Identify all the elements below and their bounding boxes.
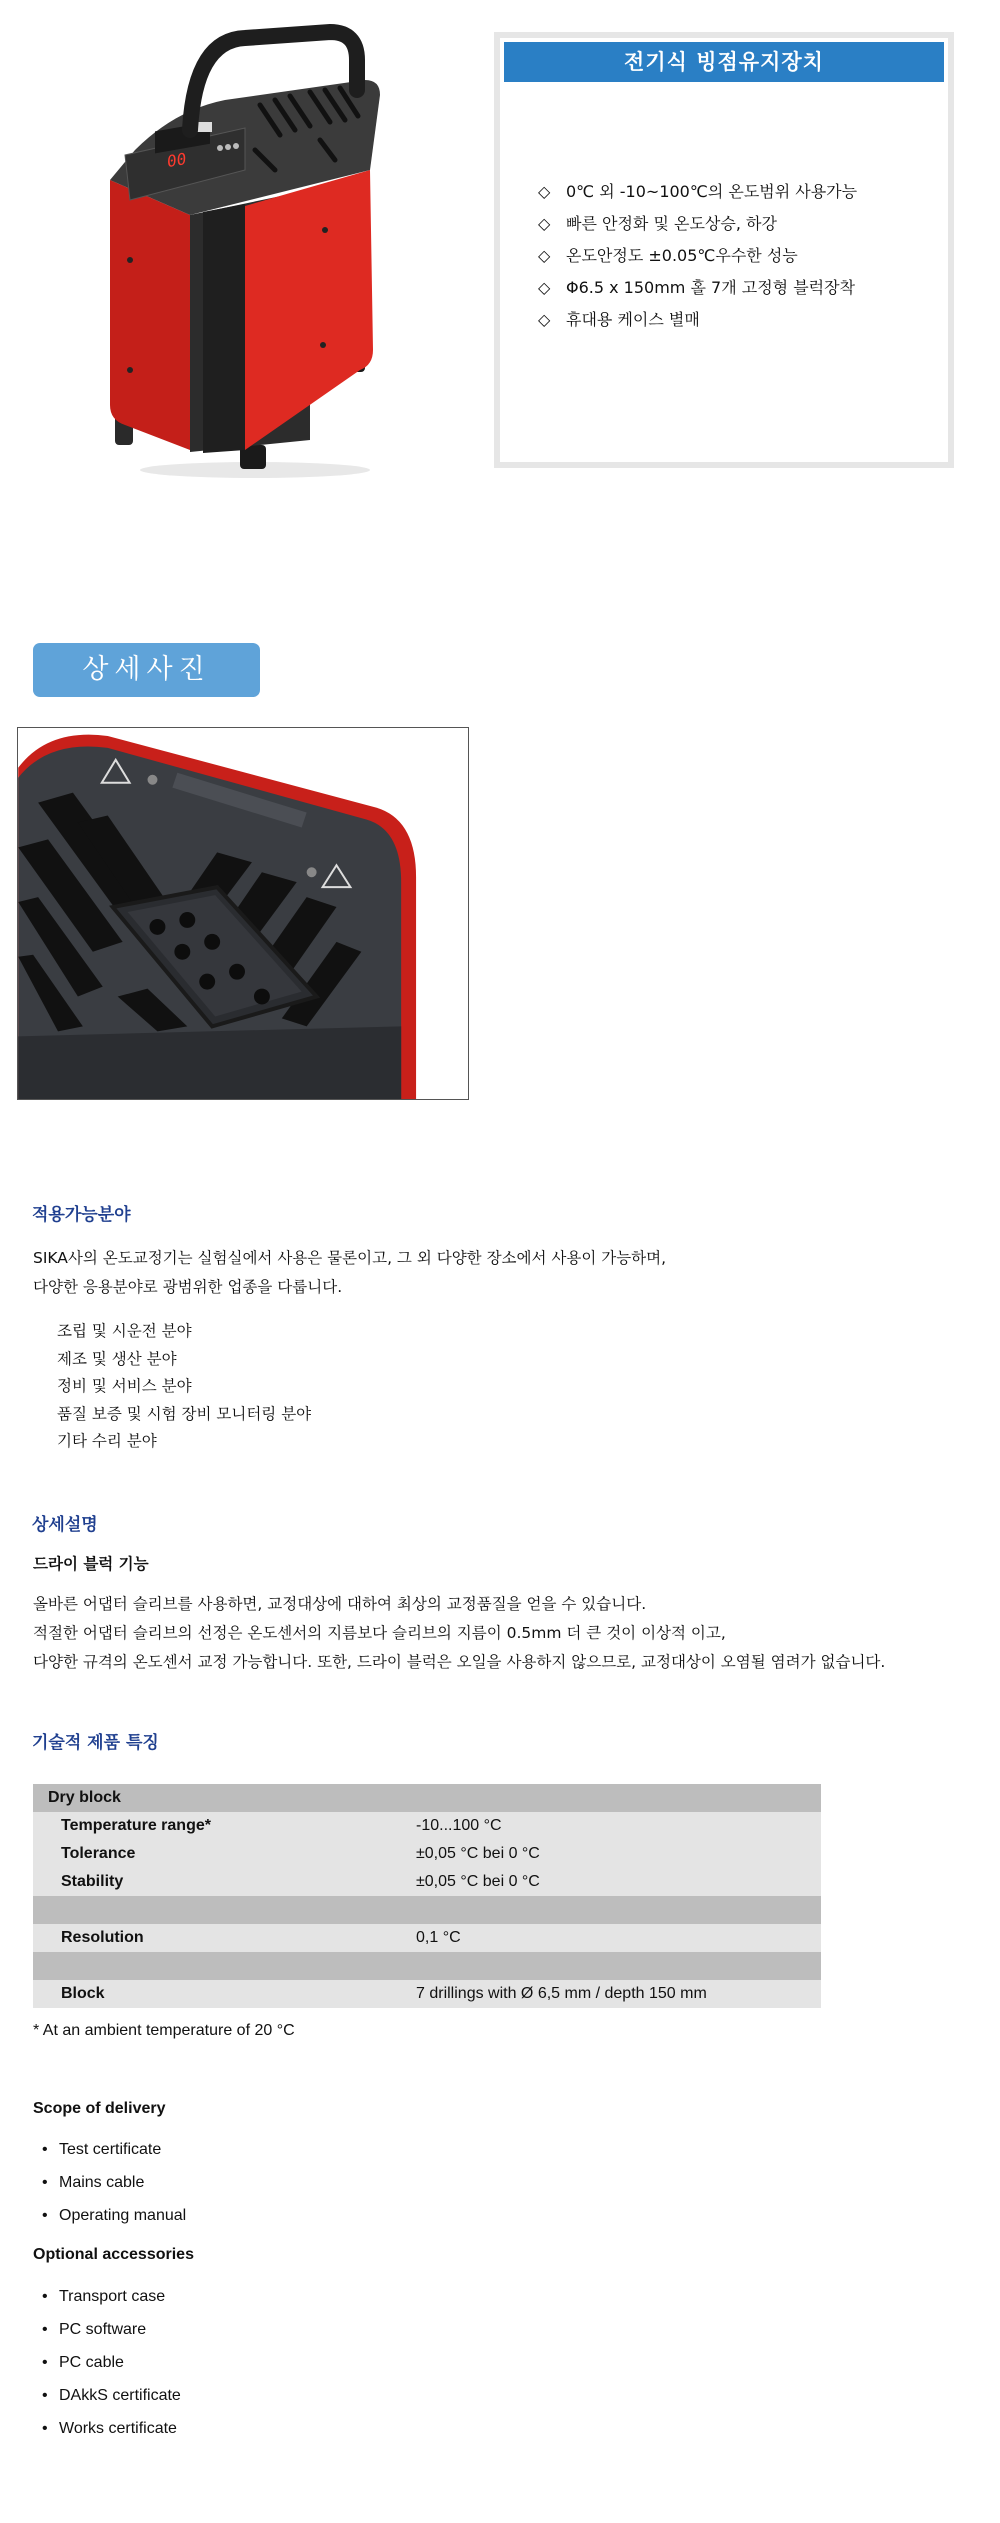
list-item: 품질 보증 및 시험 장비 모니터링 분야 <box>57 1404 312 1423</box>
list-item: 조립 및 시운전 분야 <box>57 1322 192 1340</box>
applications-intro <box>33 1244 666 1302</box>
applications-intro-line: 다양한 응용분야로 광범위한 업종을 다룹니다. <box>33 1278 343 1296</box>
tech-heading: 기술적 제품 특징 <box>32 1733 159 1753</box>
list-item-label: Works certificate <box>59 2420 177 2437</box>
bullet-icon: • <box>42 2174 48 2191</box>
spec-item-label: 휴대용 케이스 별매 <box>566 310 700 329</box>
table-spacer <box>33 1896 821 1924</box>
tech-label: Resolution <box>33 1924 416 1952</box>
bullet-icon: • <box>42 2141 48 2158</box>
list-item: 기타 수리 분야 <box>57 1432 157 1450</box>
tech-value: ±0,05 °C bei 0 °C <box>416 1868 821 1896</box>
bullet-icon: • <box>42 2321 48 2338</box>
bullet-icon: • <box>42 2288 48 2305</box>
tech-group-label: Dry block <box>33 1784 821 1812</box>
diamond-bullet-icon: ◇ <box>538 214 551 233</box>
scope-heading: Scope of delivery <box>33 2100 166 2117</box>
list-item <box>42 2199 186 2232</box>
applications-list <box>57 1318 311 1456</box>
description-subheading: 드라이 블럭 기능 <box>33 1555 149 1573</box>
spec-item-label: Φ6.5 x 150mm 홀 7개 고정형 블럭장착 <box>566 278 856 297</box>
list-item <box>42 2379 181 2412</box>
tech-value: 0,1 °C <box>416 1924 821 1952</box>
description-line: 올바른 어댑터 슬리브를 사용하면, 교정대상에 대하여 최상의 교정품질을 얻을 수 있습니다. <box>33 1595 647 1613</box>
diamond-bullet-icon: ◇ <box>538 182 551 201</box>
list-item-label: PC software <box>59 2321 147 2338</box>
optional-heading: Optional accessories <box>33 2246 194 2263</box>
list-item-label: Mains cable <box>59 2174 145 2191</box>
spec-item-label: 온도안정도 ±0.05℃우수한 성능 <box>566 246 798 265</box>
bullet-icon: • <box>42 2387 48 2404</box>
bullet-icon: • <box>42 2207 48 2224</box>
tech-value: -10...100 °C <box>416 1812 821 1840</box>
list-item <box>42 2166 186 2199</box>
list-item <box>42 2280 181 2313</box>
spec-item <box>538 272 934 304</box>
bullet-icon: • <box>42 2420 48 2437</box>
diamond-bullet-icon: ◇ <box>538 278 551 297</box>
table-row <box>33 1868 821 1896</box>
description-line: 적절한 어댑터 슬리브의 선정은 온도센서의 지름보다 슬리브의 지름이 0.5mm 더 큰 것이 이상적 이고, <box>33 1624 726 1642</box>
applications-intro-line: SIKA사의 온도교정기는 실험실에서 사용은 물론이고, 그 외 다양한 장소에서 사용이 가능하며, <box>33 1249 667 1267</box>
list-item: 정비 및 서비스 분야 <box>57 1377 192 1395</box>
tech-table <box>33 1784 821 2008</box>
detail-photo-button[interactable]: 상세사진 <box>33 643 260 697</box>
table-spacer <box>33 1952 821 1980</box>
list-item-label: Operating manual <box>59 2207 187 2224</box>
table-row <box>33 1784 821 1812</box>
spec-item-label: 빠른 안정화 및 온도상승, 하강 <box>566 214 777 233</box>
tech-label: Block <box>33 1980 416 2008</box>
spec-item-label: 0℃ 외 -10~100℃의 온도범위 사용가능 <box>566 182 858 201</box>
description-text <box>33 1590 885 1677</box>
table-row <box>33 1812 821 1840</box>
list-item <box>42 2133 186 2166</box>
list-item <box>42 2412 181 2445</box>
spec-title: 전기식 빙점유지장치 <box>504 42 944 82</box>
table-row <box>33 1924 821 1952</box>
list-item-label: Transport case <box>59 2288 166 2305</box>
description-line: 다양한 규격의 온도센서 교정 가능합니다. 또한, 드라이 블럭은 오일을 사용하지 않으므로, 교정대상이 오염될 염려가 없습니다. <box>33 1653 886 1671</box>
list-item-label: PC cable <box>59 2354 124 2371</box>
spec-item <box>538 176 934 208</box>
spec-item <box>538 240 934 272</box>
diamond-bullet-icon: ◇ <box>538 246 551 265</box>
list-item: 제조 및 생산 분야 <box>57 1349 177 1368</box>
scope-list <box>42 2133 186 2232</box>
optional-list <box>42 2280 181 2445</box>
spec-box <box>494 32 954 468</box>
product-image <box>95 20 395 480</box>
diamond-bullet-icon: ◇ <box>538 310 551 329</box>
tech-label: Stability <box>33 1868 416 1896</box>
display-readout: 00 <box>167 149 187 172</box>
tech-footnote: * At an ambient temperature of 20 °C <box>33 2022 295 2039</box>
spec-list <box>538 176 934 336</box>
applications-heading: 적용가능분야 <box>32 1205 131 1225</box>
detail-photo <box>17 727 469 1100</box>
tech-value: ±0,05 °C bei 0 °C <box>416 1840 821 1868</box>
spec-item <box>538 208 934 240</box>
tech-value: 7 drillings with Ø 6,5 mm / depth 150 mm <box>416 1980 821 2008</box>
table-row <box>33 1840 821 1868</box>
list-item <box>42 2346 181 2379</box>
list-item-label: Test certificate <box>59 2141 162 2158</box>
list-item-label: DAkkS certificate <box>59 2387 181 2404</box>
bullet-icon: • <box>42 2354 48 2371</box>
description-heading: 상세설명 <box>32 1515 98 1535</box>
list-item <box>42 2313 181 2346</box>
table-row <box>33 1980 821 2008</box>
spec-item <box>538 304 934 336</box>
tech-label: Tolerance <box>33 1840 416 1868</box>
tech-label: Temperature range* <box>33 1812 416 1840</box>
